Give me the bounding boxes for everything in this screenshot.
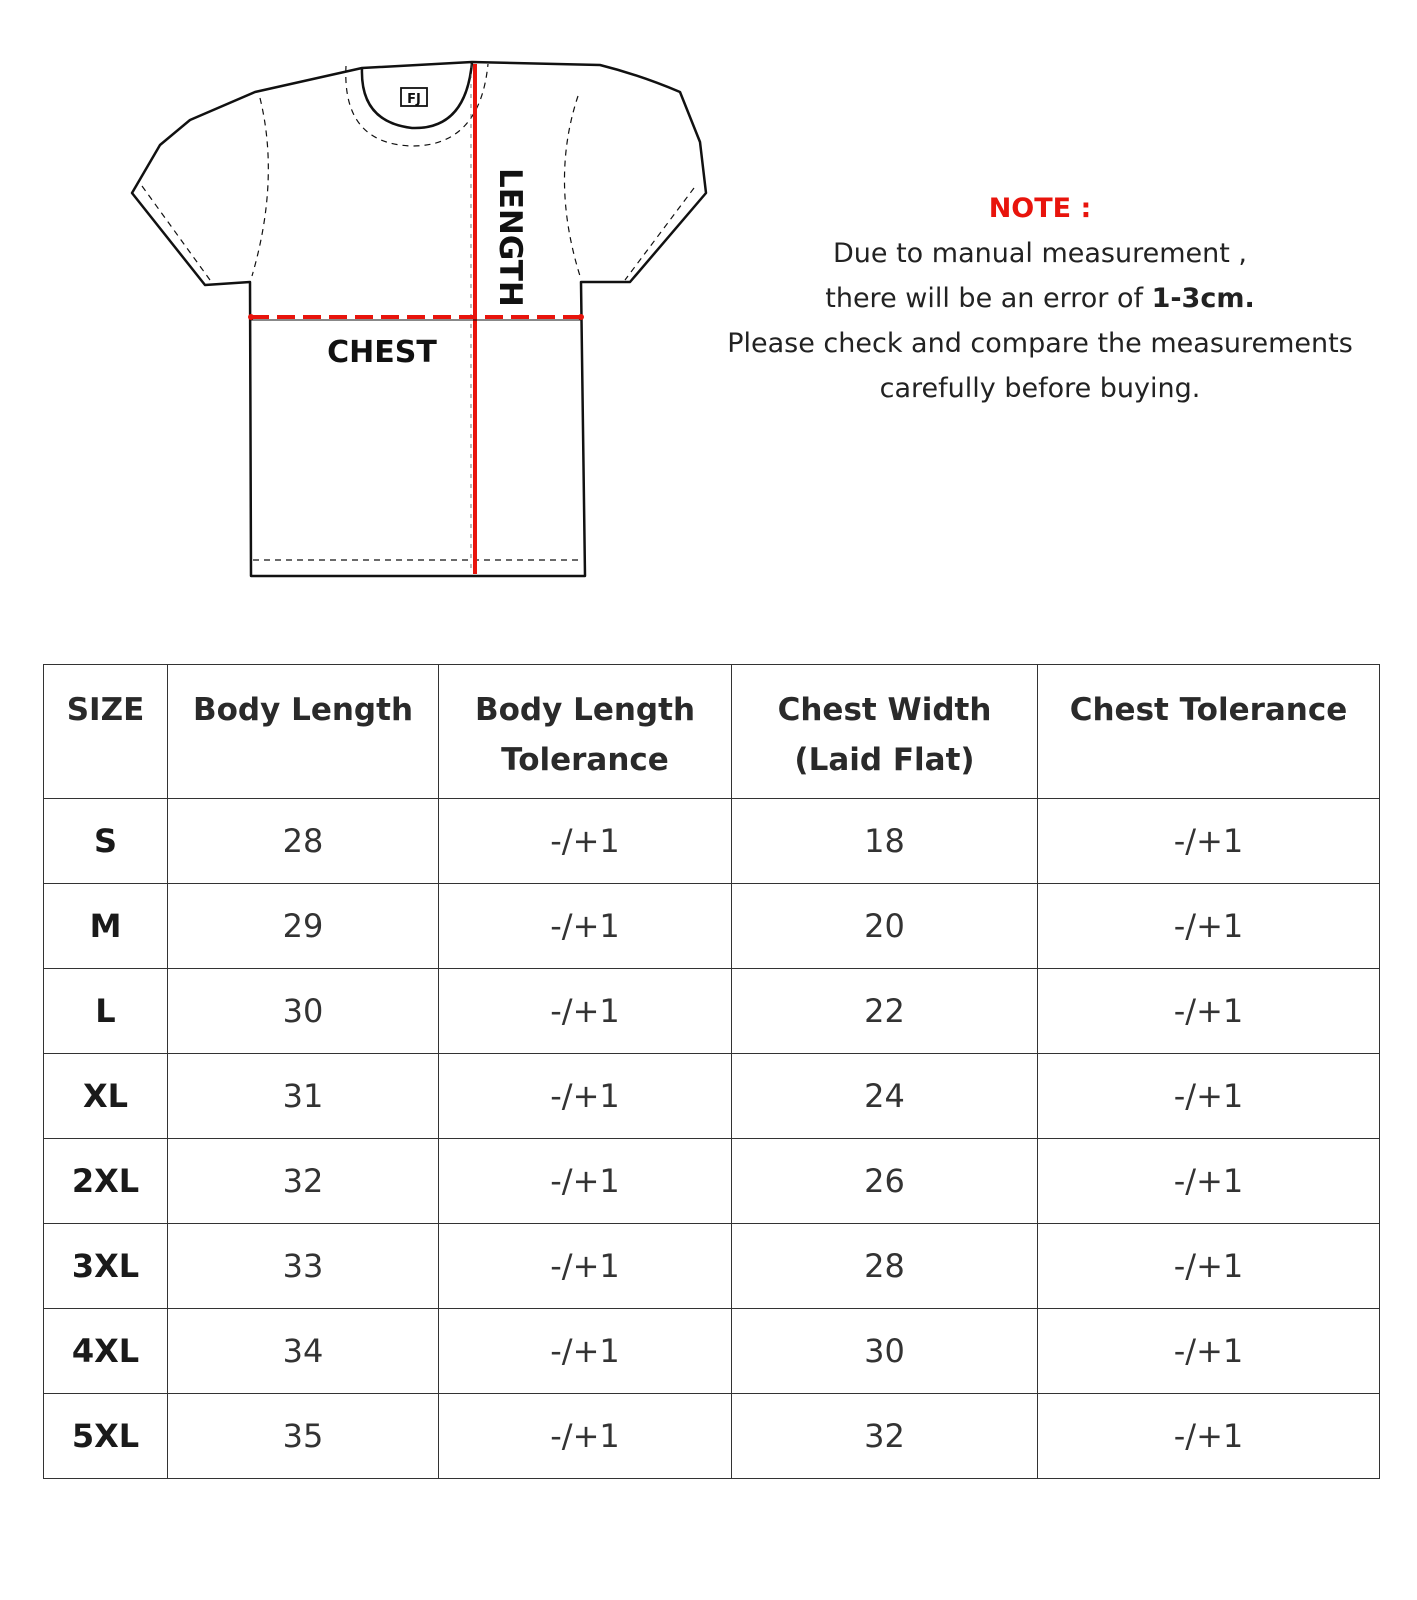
chest-width-cell: 32 <box>732 1394 1038 1479</box>
tshirt-svg <box>120 50 720 600</box>
chest-width-cell: 20 <box>732 884 1038 969</box>
chest-width-cell: 30 <box>732 1309 1038 1394</box>
header-size-label: SIZE <box>66 692 145 728</box>
table-row <box>44 1139 1380 1224</box>
header-chest-width-line1: Chest Width <box>777 692 992 728</box>
table-row <box>44 884 1380 969</box>
chest-tolerance-cell: -/+1 <box>1038 1139 1380 1224</box>
body-length-tolerance-cell: -/+1 <box>439 969 732 1054</box>
chest-label: CHEST <box>327 335 437 370</box>
note-line-1: Due to manual measurement , <box>832 238 1248 269</box>
table-row <box>44 1224 1380 1309</box>
size-cell: 3XL <box>44 1224 168 1309</box>
body-length-cell: 35 <box>168 1394 439 1479</box>
body-length-cell: 33 <box>168 1224 439 1309</box>
chest-width-cell: 28 <box>732 1224 1038 1309</box>
size-cell: 2XL <box>44 1139 168 1224</box>
table-row <box>44 969 1380 1054</box>
body-length-tolerance-cell: -/+1 <box>439 799 732 884</box>
table-row <box>44 799 1380 884</box>
table-row <box>44 1054 1380 1139</box>
tshirt-diagram <box>120 50 720 600</box>
body-length-tolerance-cell: -/+1 <box>439 1394 732 1479</box>
chest-tolerance-cell: -/+1 <box>1038 799 1380 884</box>
note-line-4: carefully before buying. <box>879 373 1201 404</box>
note-title: NOTE : <box>988 193 1092 224</box>
header-chest-width <box>732 665 1038 799</box>
size-cell: 4XL <box>44 1309 168 1394</box>
size-cell: 5XL <box>44 1394 168 1479</box>
table-row <box>44 1309 1380 1394</box>
table-row <box>44 1394 1380 1479</box>
header-chest-width-line2: (Laid Flat) <box>794 742 975 778</box>
length-label: LENGTH <box>492 168 528 307</box>
chest-tolerance-cell: -/+1 <box>1038 1054 1380 1139</box>
header-body-length-tolerance-line2: Tolerance <box>501 742 669 778</box>
body-length-tolerance-cell: -/+1 <box>439 1139 732 1224</box>
chest-width-cell: 26 <box>732 1139 1038 1224</box>
body-length-tolerance-cell: -/+1 <box>439 1309 732 1394</box>
chest-tolerance-cell: -/+1 <box>1038 1394 1380 1479</box>
body-length-cell: 34 <box>168 1309 439 1394</box>
note-line-2 <box>700 276 1380 321</box>
header-chest-tolerance <box>1038 665 1380 799</box>
body-length-cell: 29 <box>168 884 439 969</box>
note-line-2-text: there will be an error of <box>825 283 1152 314</box>
header-body-length <box>168 665 439 799</box>
size-cell: M <box>44 884 168 969</box>
header-body-length-label: Body Length <box>192 692 414 728</box>
body-length-tolerance-cell: -/+1 <box>439 1054 732 1139</box>
size-cell: S <box>44 799 168 884</box>
header-size <box>44 665 168 799</box>
chest-width-cell: 24 <box>732 1054 1038 1139</box>
body-length-tolerance-cell: -/+1 <box>439 1224 732 1309</box>
body-length-tolerance-cell: -/+1 <box>439 884 732 969</box>
note-line-3: Please check and compare the measurements <box>727 328 1353 359</box>
size-cell: L <box>44 969 168 1054</box>
size-cell: XL <box>44 1054 168 1139</box>
body-length-cell: 31 <box>168 1054 439 1139</box>
body-length-cell: 28 <box>168 799 439 884</box>
neck-label-logo: FJ <box>407 92 421 107</box>
note-error-range: 1-3cm. <box>1151 283 1255 314</box>
chest-tolerance-cell: -/+1 <box>1038 1309 1380 1394</box>
chest-right-end <box>578 314 584 320</box>
chest-tolerance-cell: -/+1 <box>1038 969 1380 1054</box>
header-chest-tolerance-label: Chest Tolerance <box>1069 692 1348 728</box>
note-block <box>700 186 1380 411</box>
chest-width-cell: 18 <box>732 799 1038 884</box>
body-length-cell: 30 <box>168 969 439 1054</box>
chest-width-cell: 22 <box>732 969 1038 1054</box>
chest-left-end <box>248 314 254 320</box>
chest-tolerance-cell: -/+1 <box>1038 884 1380 969</box>
header-body-length-tolerance-line1: Body Length <box>474 692 696 728</box>
header-body-length-tolerance <box>439 665 732 799</box>
chest-tolerance-cell: -/+1 <box>1038 1224 1380 1309</box>
body-length-cell: 32 <box>168 1139 439 1224</box>
size-chart-table <box>43 664 1380 1479</box>
table-header-row <box>44 665 1380 799</box>
